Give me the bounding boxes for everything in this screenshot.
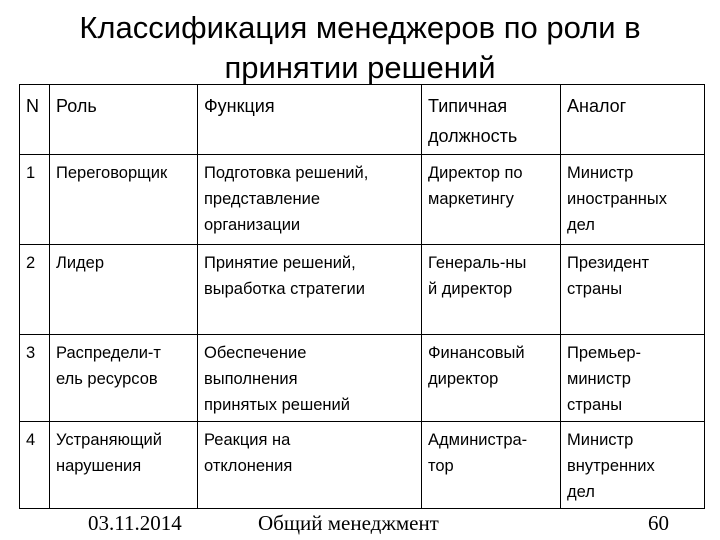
header-analog: Аналог bbox=[561, 85, 705, 155]
table-row bbox=[20, 422, 705, 509]
cell-function: Принятие решений, выработка стратегии bbox=[198, 245, 422, 335]
cell-role: Распредели-т ель ресурсов bbox=[50, 335, 198, 422]
slide-title-line-2: принятии решений bbox=[224, 50, 496, 85]
cell-analog: Министр иностранных дел bbox=[561, 155, 705, 245]
header-function: Функция bbox=[198, 85, 422, 155]
header-num: N bbox=[20, 85, 50, 155]
header-position bbox=[422, 85, 561, 155]
slide-title-line-1: Классификация менеджеров по роли в bbox=[79, 10, 641, 45]
cell-num: 2 bbox=[20, 245, 50, 335]
table-header-row bbox=[20, 85, 705, 155]
cell-role: Устраняющий нарушения bbox=[50, 422, 198, 509]
cell-analog: Премьер- министр страны bbox=[561, 335, 705, 422]
cell-position: Администра- тор bbox=[422, 422, 561, 509]
slide-title bbox=[40, 8, 680, 88]
footer-page-number: 60 bbox=[648, 511, 669, 535]
cell-position: Финансовый директор bbox=[422, 335, 561, 422]
cell-analog: Президент страны bbox=[561, 245, 705, 335]
cell-analog: Министр внутренних дел bbox=[561, 422, 705, 509]
cell-role: Переговорщик bbox=[50, 155, 198, 245]
cell-position: Директор по маркетингу bbox=[422, 155, 561, 245]
cell-num: 1 bbox=[20, 155, 50, 245]
table-row bbox=[20, 155, 705, 245]
cell-num: 3 bbox=[20, 335, 50, 422]
manager-roles-table bbox=[19, 84, 705, 509]
cell-function: Подготовка решений, представление организации bbox=[198, 155, 422, 245]
footer-date: 03.11.2014 bbox=[88, 511, 182, 535]
cell-role: Лидер bbox=[50, 245, 198, 335]
header-position-line-1: Типичная bbox=[428, 96, 508, 116]
header-role: Роль bbox=[50, 85, 198, 155]
table-row bbox=[20, 245, 705, 335]
header-position-line-2: должность bbox=[428, 126, 518, 146]
cell-function: Реакция на отклонения bbox=[198, 422, 422, 509]
cell-position: Генераль-ны й директор bbox=[422, 245, 561, 335]
footer-course-title: Общий менеджмент bbox=[258, 511, 439, 535]
table-row bbox=[20, 335, 705, 422]
cell-num: 4 bbox=[20, 422, 50, 509]
cell-function: Обеспечение выполнения принятых решений bbox=[198, 335, 422, 422]
